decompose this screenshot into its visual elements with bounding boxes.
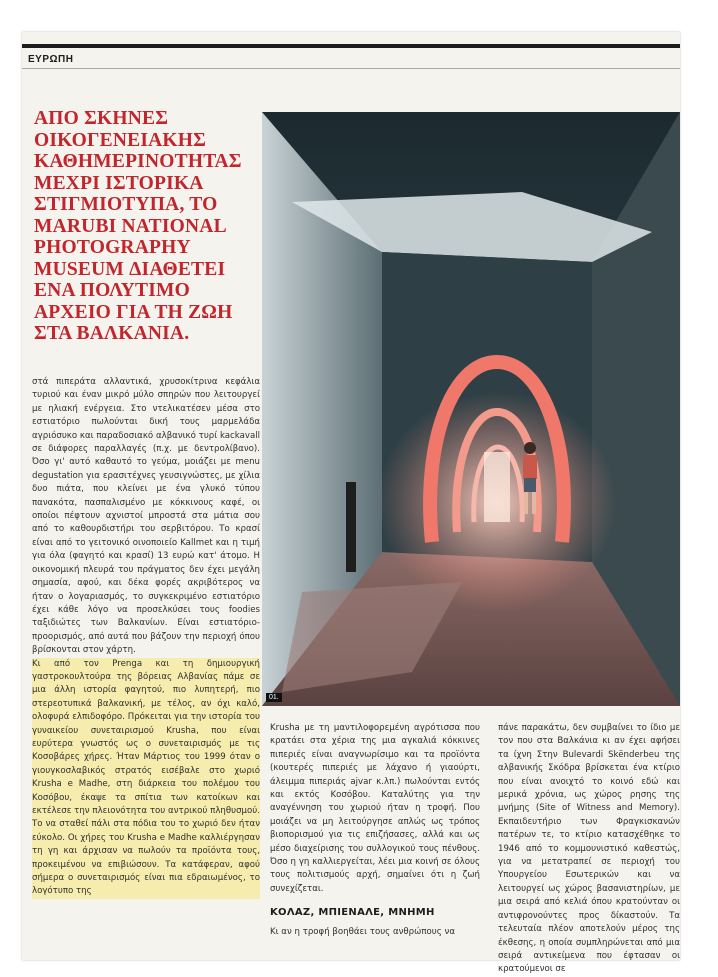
highlighted-paragraph: Κι από τον Prenga και τη δημιουργική γαστροκουλτούρα της βόρειας Αλβανίας πάμε σε μια άλλη ιστορία φαγητού, πιο λυπητερή, πιο στερεοτυπικά βαλκανική, με τέλος, αν όχι καλό, ολοφυρά ελπιδοφόρο. Πρόκειται για την ιστορία του γυναικείου συνεταιρισμού Krusha, που είναι ευρύτερα γνωστός ως ο συνεταιρισμός με τις Κοσοβάρες χήρες. Ήταν Μάρτιος του 1999 όταν ο γιουγκοσλαβικός στρατός εισέβαλε στο χωριό Krusha e Madhe, στη διάρκεια του πολέμου του Κοσόβου, έκαψε τα σπίτια των κατοίκων και εκτέλεσε την πλειονότητα του αντρικού πληθυσμού. Το να σταθεί πάλι στα πόδια του το χωριό δεν ήταν εύκολο. Οι χήρες του Krusha e Madhe καλλιέργησαν τη γη και άρχισαν να πωλούν τα προϊόντα τους, προκειμένου να επιβιώσουν. Τα κατάφεραν, αφού σήμερα ο συνεταιρισμός είναι πια εδραιωμένος, το λογότυπο της <box>32 658 260 899</box>
paragraph: Krusha με τη μαντιλοφορεμένη αγρότισσα που κρατάει στα χέρια της μια αγκαλιά κόκκινες πιπεριές είναι αναγνωρίσιμο και τα προϊόντα (κουτερές πιπεριές με λάχανο ή γιαούρτι, άλειμμα πιπεριάς ajvar κ.λπ.) πωλούνται εντός και εκτός Κοσόβου. Καταλύτης για την αναγέννηση του χωριού ήταν η τροφή. Που μοιάζει να μη λειτούργησε απλώς ως τρόπος βιοπορισμού για τις επιζήσασες, αλλά και ως μέσο διαχείρισης του συλλογικού τους πένθους. Όσο η γη καλλιεργείται, λέει μια κοινή σε όλους τους πολιτισμούς αρχή, σημαίνει ότι η ζωή συνεχίζεται. <box>270 723 480 894</box>
paragraph: στά πιπεράτα αλλαντικά, χρυσοκίτρινα κεφάλια τυριού και έναν μικρό μύλο σπηρών που λειτουργεί με ηλιακή ενέργεια. Στο ντελικατέσεν μέσα στο εστιατόριο πωλούνται δική τους μαρμελάδα αγριόσυκο και παραδοσιακό αλβανικό τυρί kackavall σε διάφορες παραλλαγές (π.χ. με δεντρολίβανο). Όσο γι' αυτό καθαυτό το γεύμα, μοιάζει με menu degustation για ερασιτέχνες γευσιγνώστες, με χίλια δυο πιάτα, που κλείνει με ένα γλυκό τύπου πανακότα, πασπαλισμένο με κόκκινους καφέ, οι οποίοι πέφτουν αχνιστοί μπροστά στα μάτια σου από το καθουρδιστήρι του σερβιτόρου. Το κρασί είναι από το γειτονικό οινοποιείο Kallmet και η τιμή για όλα (φαγητό και κρασί) 13 ευρώ κατ' άτομο. Η οικονομική πλευρά του πράγματος δεν έχει μεγάλη σημασία, αφού, και δέκα φορές ακριβότερος να ήταν ο λογαριασμός, το συγκεκριμένο εστιατόριο έχει κάθε λόγο να προσελκύσει τους foodies ταξιδιώτες των Βαλκανίων. Είναι εστιατόριο-προορισμός, από αυτά που βάζουν την περιοχή όπου βρίσκονται στον χάρτη. <box>32 377 260 656</box>
paragraph: Κι αν η τροφή βοηθάει τους ανθρώπους να <box>270 926 455 937</box>
text-column-2 <box>270 722 480 958</box>
section-label: ΕΥΡΩΠΗ <box>28 54 74 65</box>
subheading: ΚΟΛΑΖ, ΜΠΙΕΝΑΛΕ, ΜΝΗΜΗ <box>270 907 435 919</box>
paragraph: πάνε παρακάτω, δεν συμβαίνει το ίδιο με τον που στα Βαλκάνια κι αν έχει αφήσει τα ίχνη Στην Bulevardi Skënderbeu της αλβανικής Σκόδρα βρίσκεται ένα κτίριο που είναι ανοιχτό το κοινό εδώ και μερικά χρόνια, ως χώρος ρησης της μνήμης (Site of Witness and Memory). Εκπαιδευτήριο των Φραγκισκανών πατέρων τε, το κτίριο κατασχέθηκε το 1946 από το κομμουνιστικό καθεστώς, για να μετατραπεί σε περιοχή του Υπουργείου Εσωτερικών και να λειτουργεί ως χώρος βασανιστηρίων, με μια σειρά από κελιά όπου κρατούνταν οι αντιφρονούντες προς δίκαστούν. Τα τελευταία πλέον αποτελούν μέρος της έκθεσης, η οποία συμπληρώνεται από μια σειρά αντικείμενα που έφτασαν οι κρατούμενοι σε <box>498 723 680 975</box>
corridor-illustration <box>262 112 680 706</box>
pull-quote: ΑΠΟ ΣΚΗΝΕΣ ΟΙΚΟΓΕΝΕΙΑΚΗΣ ΚΑΘΗΜΕΡΙΝΟΤΗΤΑΣ ΜΕΧΡΙ ΙΣΤΟΡΙΚΑ ΣΤΙΓΜΙΟΤΥΠΑ, ΤΟ MARUBI NATIONAL PHOTOGRAPHY MUSEUM ΔΙΑΘΕΤΕΙ ΕΝΑ ΠΟΛΥΤΙΜΟ ΑΡΧΕΙΟ ΓΙΑ ΤΗ ΖΩΗ ΣΤΑ ΒΑΛΚΑΝΙΑ. <box>34 108 242 344</box>
top-rule <box>22 44 680 48</box>
corridor-photo <box>262 112 680 706</box>
text-column-1 <box>32 376 260 960</box>
section-rule <box>22 68 680 69</box>
photo-caption-number: 01. <box>266 693 282 702</box>
magazine-page <box>22 32 680 975</box>
text-column-3 <box>498 722 680 975</box>
